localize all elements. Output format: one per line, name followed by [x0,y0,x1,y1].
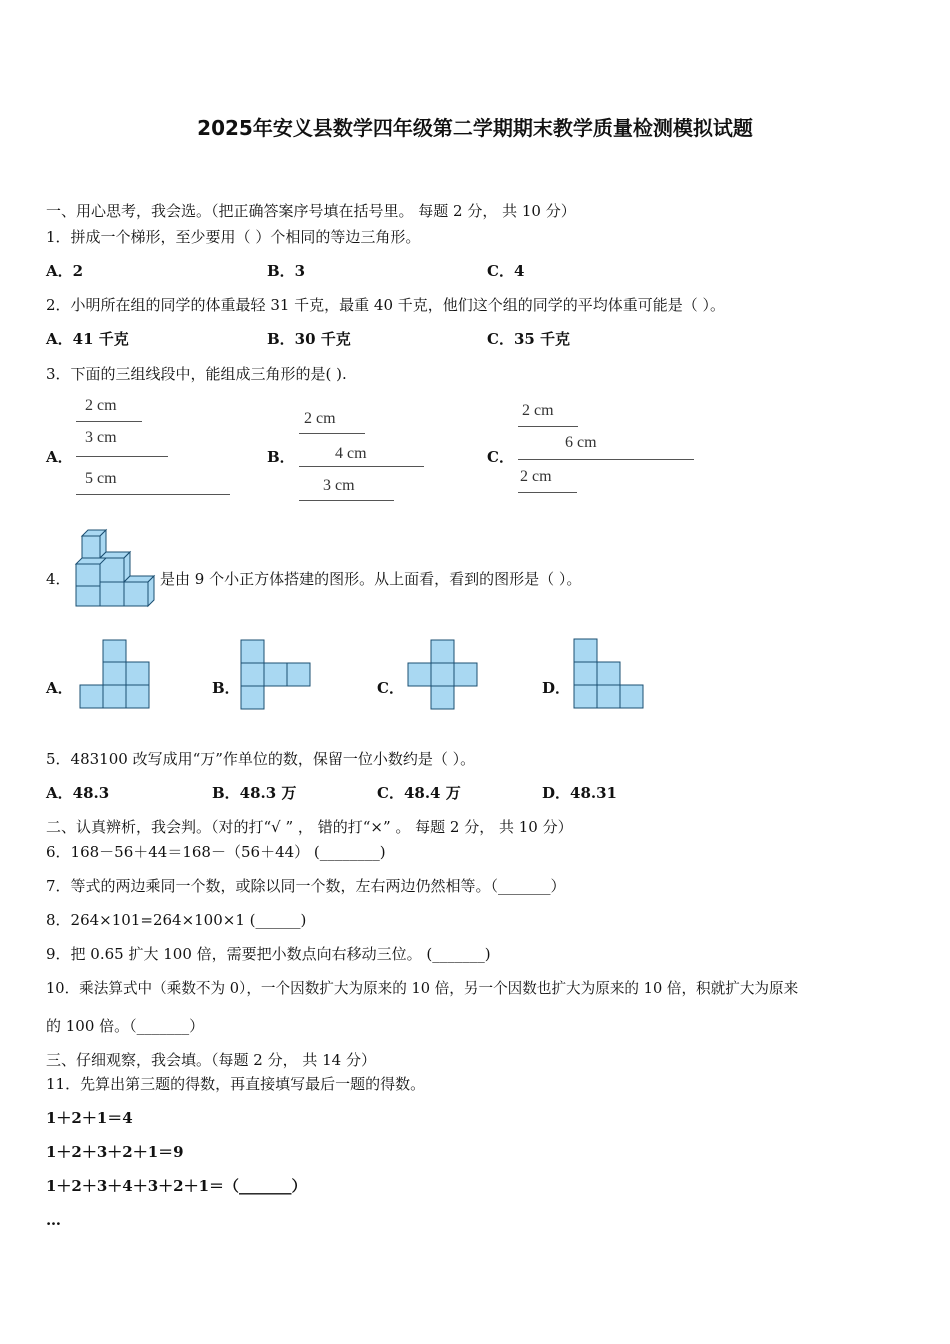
segment-b1 [299,433,365,434]
q4-option-a-grid [80,639,150,709]
q11-line-2: 1＋2＋3＋2＋1＝9 [46,1143,184,1161]
q4-option-b-grid [241,640,311,710]
q1-text: 1．拼成一个梯形，至少要用（ ）个相同的等边三角形。 [46,228,421,246]
segment-a3 [76,494,230,495]
q11-line-1: 1＋2＋1＝4 [46,1109,133,1127]
q7-text: 7．等式的两边乘同一个数，或除以同一个数，左右两边仍然相等。（_______） [46,877,566,895]
q5-text: 5．483100 改写成用“万”作单位的数，保留一位小数约是（ ）。 [46,750,476,768]
segment-c3 [518,492,577,493]
q3-option-b[interactable]: B． [267,448,295,466]
segment-b2-label: 4 cm [335,445,367,462]
q10-text-line2: 的 100 倍。（_______） [46,1017,205,1035]
segment-c2 [518,459,694,460]
q2-text: 2．小明所在组的同学的体重最轻 31 千克，最重 40 千克，他们这个组的同学的平均体重可能是（ ）。 [46,296,726,314]
segment-b3-label: 3 cm [323,477,355,494]
q4-option-b[interactable]: B． [212,679,240,697]
q5-option-c[interactable]: C．48.4 万 [377,784,461,802]
q11-ellipsis: … [46,1211,61,1229]
section2-heading: 二、认真辨析，我会判。（对的打“√ ” ， 错的打“×” 。 每题 2 分， 共 10 分） [46,818,573,836]
q2-option-c[interactable]: C．35 千克 [487,330,571,348]
q3-option-a[interactable]: A． [46,448,73,466]
segment-a1-label: 2 cm [85,397,117,414]
q4-option-d[interactable]: D． [542,679,571,697]
q6-text: 6．168－56＋44＝168－（56＋44） (________) [46,843,386,861]
segment-b3 [299,500,394,501]
q9-text: 9．把 0.65 扩大 100 倍，需要把小数点向右移动三位。 (_______) [46,945,491,963]
q2-option-b[interactable]: B．30 千克 [267,330,351,348]
segment-b2 [299,466,424,467]
q11-text: 11．先算出第三题的得数，再直接填写最后一题的得数。 [46,1075,426,1093]
q3-text: 3．下面的三组线段中，能组成三角形的是( ). [46,365,347,383]
q4-option-a[interactable]: A． [46,679,73,697]
q8-text: 8．264×101=264×100×1 (______) [46,911,307,929]
q3-option-c[interactable]: C． [487,448,514,466]
q11-line-3: 1＋2＋3＋4＋3＋2＋1＝（_______） [46,1177,307,1195]
q10-text-line1: 10．乘法算式中（乘数不为 0），一个因数扩大为原来的 10 倍，另一个因数也扩大为原来的 10 倍，积就扩大为原来 [46,980,799,997]
q1-option-c[interactable]: C．4 [487,262,525,280]
segment-c1-label: 2 cm [522,402,554,419]
q4-option-c[interactable]: C． [377,679,404,697]
segment-a2-label: 3 cm [85,429,117,446]
q5-option-a[interactable]: A．48.3 [46,784,110,802]
segment-a3-label: 5 cm [85,470,117,487]
q4-number: 4． [46,570,71,588]
q5-option-d[interactable]: D．48.31 [542,784,617,802]
q4-text: 是由 9 个小正方体搭建的图形。从上面看，看到的图形是（ ）。 [160,570,582,588]
page-title: 2025年安义县数学四年级第二学期期末教学质量检测模拟试题 [197,116,753,140]
segment-c2-label: 6 cm [565,434,597,451]
q1-option-a[interactable]: A．2 [46,262,84,280]
q4-option-c-grid [408,640,478,710]
cube-stack-figure [70,528,162,610]
segment-a2 [76,456,168,457]
segment-b1-label: 2 cm [304,410,336,427]
segment-c1 [518,426,578,427]
section1-heading: 一、用心思考，我会选。（把正确答案序号填在括号里。 每题 2 分， 共 10 分） [46,202,576,220]
segment-c3-label: 2 cm [520,468,552,485]
segment-a1 [76,421,142,422]
q2-option-a[interactable]: A．41 千克 [46,330,129,348]
q5-option-b[interactable]: B．48.3 万 [212,784,297,802]
section3-heading: 三、仔细观察，我会填。（每题 2 分， 共 14 分） [46,1051,376,1069]
q4-option-d-grid [574,639,644,709]
q1-option-b[interactable]: B．3 [267,262,306,280]
